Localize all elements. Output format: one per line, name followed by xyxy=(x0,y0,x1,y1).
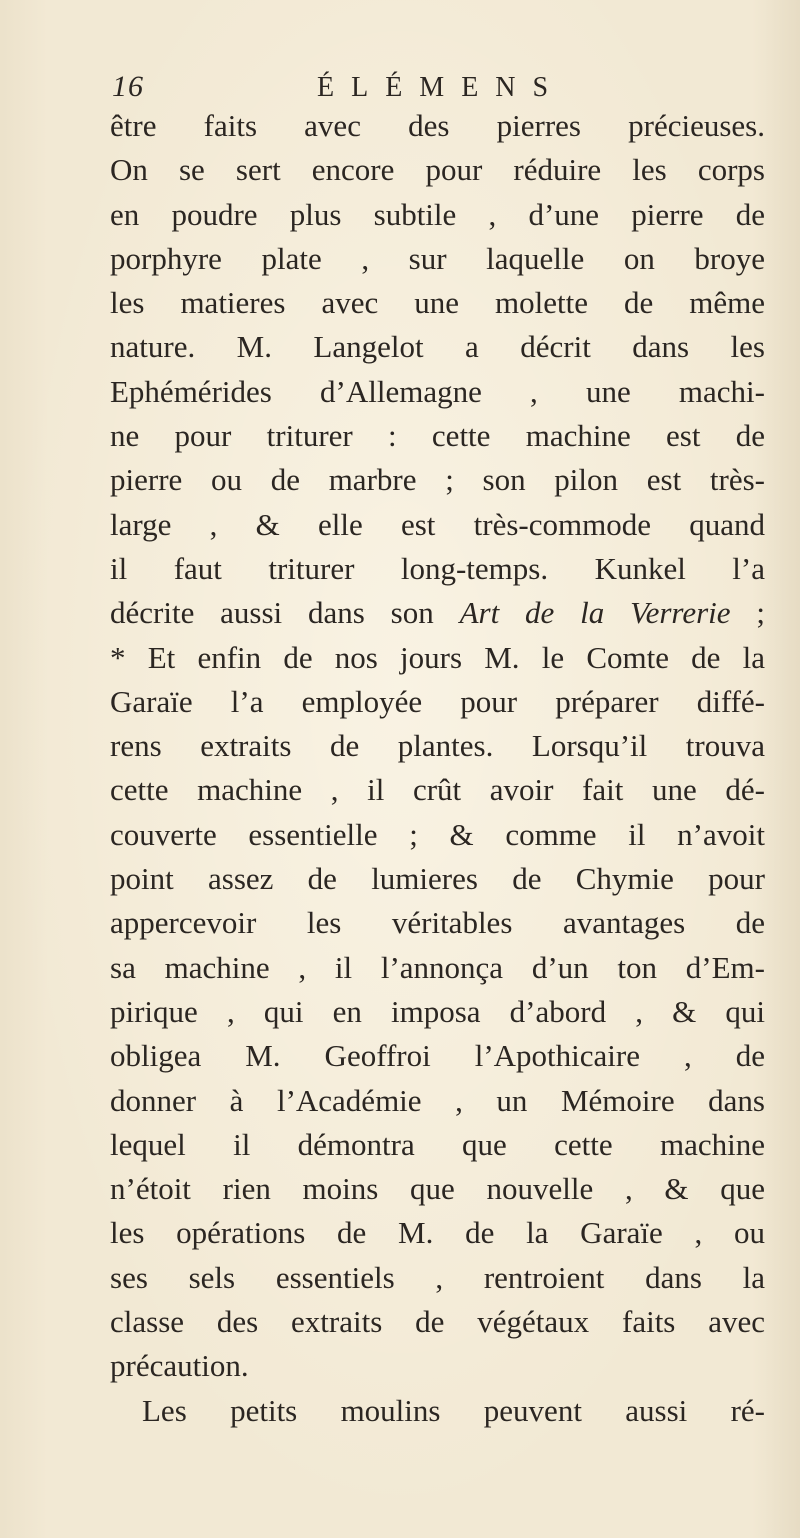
page-header xyxy=(112,70,772,106)
paragraph-first-line: Les petits moulins peuvent aussi ré- xyxy=(142,1392,765,1428)
text-line: appercevoir les véritables avantages de xyxy=(110,905,765,941)
body-text xyxy=(110,104,765,1433)
text-line: ses sels essentiels , rentroient dans la xyxy=(110,1259,765,1295)
text-line: lequel il démontra que cette machine xyxy=(110,1126,765,1162)
running-head: ÉLÉMENS xyxy=(317,72,566,103)
text-segment: ; xyxy=(730,595,765,631)
text-line: pirique , qui en imposa d’abord , & qui xyxy=(110,993,765,1029)
text-line: * Et enfin de nos jours M. le Comte de la xyxy=(110,639,765,675)
text-line: les matieres avec une molette de même xyxy=(110,285,765,321)
text-line: obligea M. Geoffroi l’Apothicaire , de xyxy=(110,1038,765,1074)
text-line: classe des extraits de végétaux faits avec xyxy=(110,1304,765,1340)
book-title-reference: Art de la Verrerie xyxy=(459,595,731,631)
text-line: Garaïe l’a employée pour préparer diffé- xyxy=(110,683,765,719)
text-segment: décrite aussi dans son xyxy=(110,595,460,631)
text-line: les opérations de M. de la Garaïe , ou xyxy=(110,1215,765,1251)
page-number: 16 xyxy=(112,70,144,103)
text-line: être faits avec des pierres précieuses. xyxy=(110,108,765,143)
text-line: rens extraits de plantes. Lorsqu’il trouva xyxy=(110,728,765,764)
text-line: couverte essentielle ; & comme il n’avoit xyxy=(110,816,765,852)
text-line xyxy=(110,591,765,635)
text-line: On se sert encore pour réduire les corps xyxy=(110,152,765,188)
text-line: précaution. xyxy=(110,1348,249,1384)
text-line: sa machine , il l’annonça d’un ton d’Em- xyxy=(110,949,765,985)
text-line: pierre ou de marbre ; son pilon est très- xyxy=(110,462,765,498)
text-line: il faut triturer long-temps. Kunkel l’a xyxy=(110,550,765,586)
text-line: en poudre plus subtile , d’une pierre de xyxy=(110,196,765,232)
text-line: donner à l’Académie , un Mémoire dans xyxy=(110,1082,765,1118)
text-line: n’étoit rien moins que nouvelle , & que xyxy=(110,1171,765,1207)
text-line: point assez de lumieres de Chymie pour xyxy=(110,861,765,897)
text-line: cette machine , il crût avoir fait une dé- xyxy=(110,772,765,808)
text-line: porphyre plate , sur laquelle on broye xyxy=(110,240,765,276)
text-line: Ephémérides d’Allemagne , une machi- xyxy=(110,373,765,409)
text-line: large , & elle est très-commode quand xyxy=(110,506,765,542)
text-line: ne pour triturer : cette machine est de xyxy=(110,418,765,454)
text-line: nature. M. Langelot a décrit dans les xyxy=(110,329,765,365)
